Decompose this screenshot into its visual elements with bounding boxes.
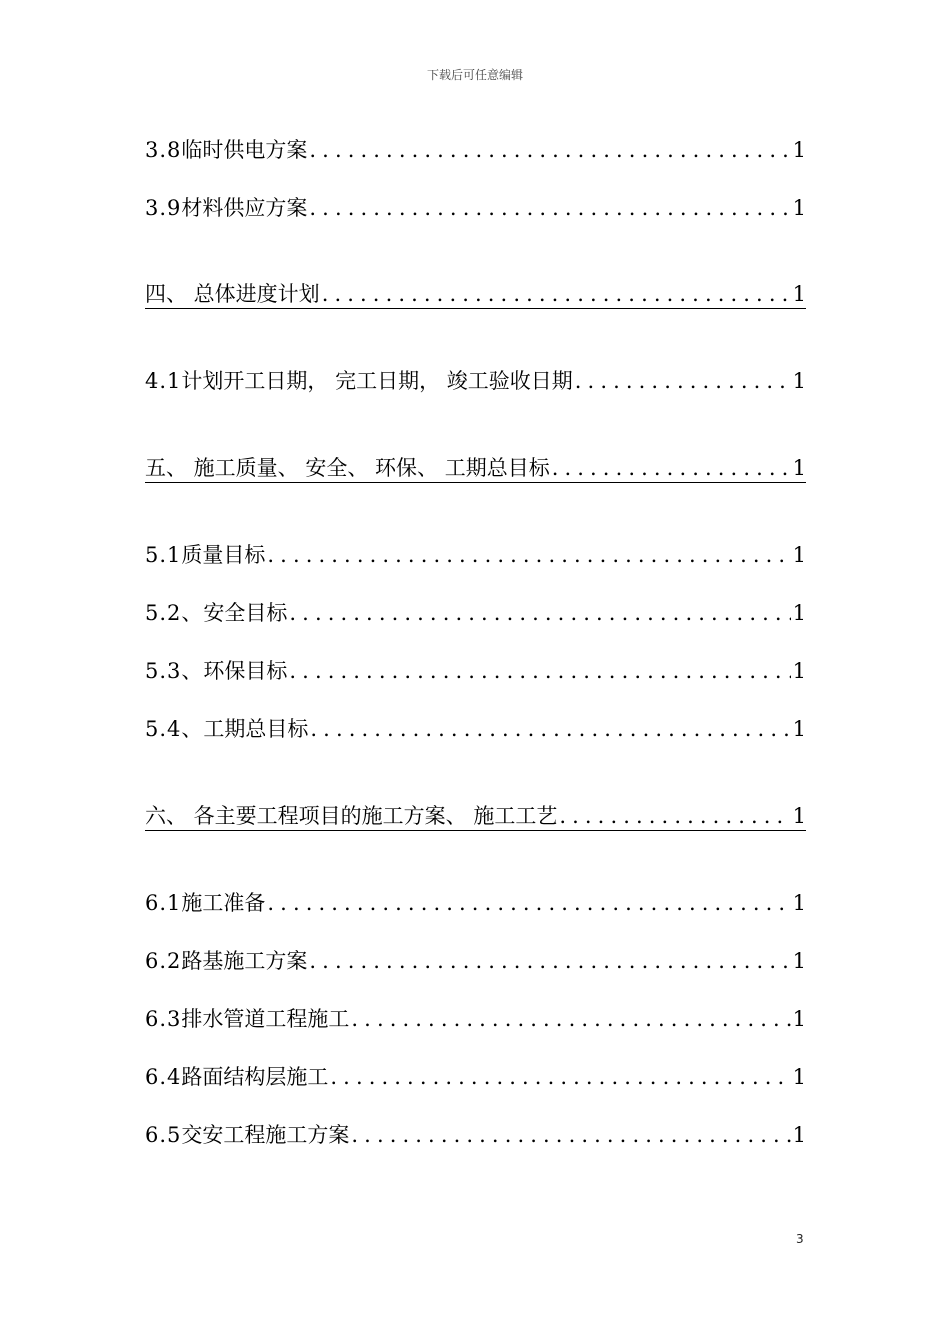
toc-entry-title: 六、 各主要工程项目的施工方案、 施工工艺 xyxy=(145,804,558,828)
toc-entry-title: 施工准备 xyxy=(181,891,266,915)
toc-entry-number: 6.3 xyxy=(145,1007,182,1031)
toc-entry-title: 工期总目标 xyxy=(203,717,309,741)
toc-entry[interactable] xyxy=(145,541,806,569)
toc-entry-title: 计划开工日期， 完工日期， 竣工验收日期 xyxy=(181,369,573,393)
toc-entry-number: 6.1 xyxy=(145,891,182,915)
toc-entry[interactable] xyxy=(145,947,806,975)
toc-leader-dots xyxy=(330,1063,790,1091)
toc-entry-title: 交安工程施工方案 xyxy=(181,1123,350,1147)
toc-chapter-entry[interactable] xyxy=(145,454,806,483)
toc-entry[interactable] xyxy=(145,715,806,743)
toc-entry-page: 1 xyxy=(792,369,806,393)
toc-entry-title: 四、 总体进度计划 xyxy=(145,282,320,306)
toc-leader-dots xyxy=(267,541,790,569)
toc-entry-title: 临时供电方案 xyxy=(181,138,308,162)
toc-leader-dots xyxy=(309,194,790,222)
toc-entry-page: 1 xyxy=(792,1065,806,1089)
toc-entry-title: 材料供应方案 xyxy=(181,196,308,220)
toc-entry-page: 1 xyxy=(792,891,806,915)
toc-entry-number: 6.5 xyxy=(145,1123,182,1147)
toc-entry-number: 5.2、 xyxy=(145,601,204,625)
toc-entry-page: 1 xyxy=(792,659,806,683)
toc-entry-title: 路基施工方案 xyxy=(181,949,308,973)
toc-leader-dots xyxy=(289,657,790,685)
toc-leader-dots xyxy=(559,802,790,830)
toc-entry[interactable] xyxy=(145,1063,806,1091)
toc-leader-dots xyxy=(552,454,791,482)
page-header: 下载后可任意编辑 xyxy=(426,68,523,82)
page-number: 3 xyxy=(796,1232,804,1246)
toc-entry[interactable] xyxy=(145,367,806,395)
toc-entry[interactable] xyxy=(145,194,806,222)
toc-entry-page: 1 xyxy=(792,282,806,306)
toc-entry-title: 五、 施工质量、 安全、 环保、 工期总目标 xyxy=(145,456,550,480)
toc-entry[interactable] xyxy=(145,136,806,164)
toc-entry-page: 1 xyxy=(792,949,806,973)
toc-leader-dots xyxy=(309,136,790,164)
toc-entry-number: 3.9 xyxy=(145,196,182,220)
toc-entry-page: 1 xyxy=(792,196,806,220)
toc-entry-page: 1 xyxy=(792,456,806,480)
toc-entry-page: 1 xyxy=(792,543,806,567)
toc-leader-dots xyxy=(309,947,790,975)
toc-entry-number: 5.1 xyxy=(145,543,182,567)
toc-leader-dots xyxy=(289,599,790,627)
toc-entry-title: 质量目标 xyxy=(181,543,266,567)
toc-entry-title: 安全目标 xyxy=(203,601,288,625)
toc-entry-page: 1 xyxy=(792,1123,806,1147)
toc-entry-number: 3.8 xyxy=(145,138,182,162)
toc-entry-number: 5.4、 xyxy=(145,717,204,741)
toc-leader-dots xyxy=(322,280,791,308)
toc-entry-page: 1 xyxy=(792,1007,806,1031)
toc-entry-number: 6.4 xyxy=(145,1065,182,1089)
toc-chapter-entry[interactable] xyxy=(145,802,806,831)
toc-entry-title: 路面结构层施工 xyxy=(181,1065,329,1089)
toc-entry-page: 1 xyxy=(792,138,806,162)
toc-leader-dots xyxy=(267,889,790,917)
toc-leader-dots xyxy=(351,1005,790,1033)
toc-leader-dots xyxy=(310,715,790,743)
toc-entry[interactable] xyxy=(145,889,806,917)
toc-entry-page: 1 xyxy=(792,717,806,741)
toc-leader-dots xyxy=(575,367,791,395)
toc-entry-number: 6.2 xyxy=(145,949,182,973)
toc-entry-title: 环保目标 xyxy=(203,659,288,683)
toc-entry-page: 1 xyxy=(792,601,806,625)
toc-entry-page: 1 xyxy=(792,804,806,828)
toc-entry-title: 排水管道工程施工 xyxy=(181,1007,350,1031)
toc-entry[interactable] xyxy=(145,599,806,627)
toc-leader-dots xyxy=(351,1121,790,1149)
toc-entry[interactable] xyxy=(145,657,806,685)
toc-entry[interactable] xyxy=(145,1121,806,1149)
toc-entry-number: 5.3、 xyxy=(145,659,204,683)
toc-entry[interactable] xyxy=(145,1005,806,1033)
toc-chapter-entry[interactable] xyxy=(145,280,806,309)
toc-entry-number: 4.1 xyxy=(145,369,182,393)
